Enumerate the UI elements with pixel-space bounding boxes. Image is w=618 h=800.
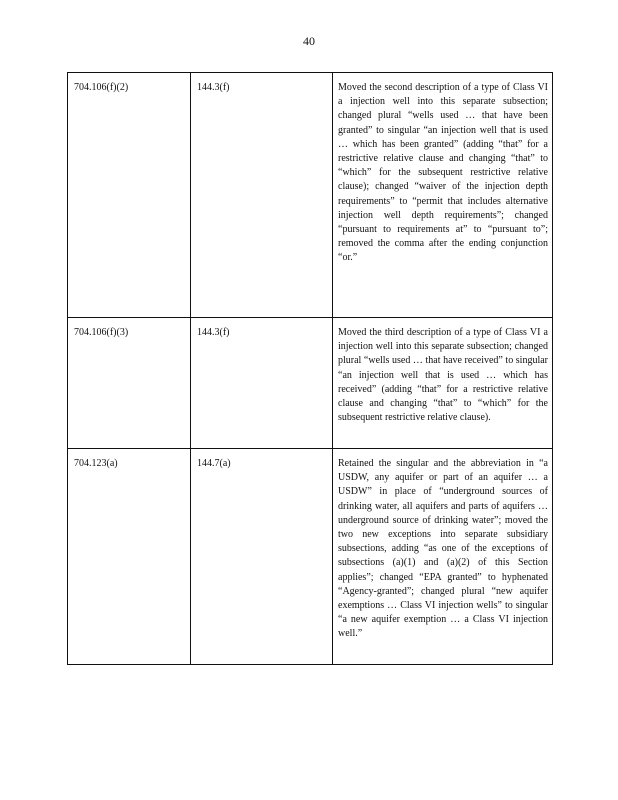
- cfr-cell: [191, 318, 333, 449]
- section-number: 704.106(f)(3): [74, 327, 129, 338]
- amendments-table: [67, 72, 553, 665]
- cfr-reference: 144.3(f): [197, 82, 230, 93]
- section-number: 704.106(f)(2): [74, 82, 129, 93]
- cfr-cell: [191, 449, 333, 665]
- cfr-reference: 144.7(a): [197, 458, 231, 469]
- page-number: 40: [303, 34, 315, 48]
- section-cell: [68, 73, 191, 318]
- section-number: 704.123(a): [74, 458, 118, 469]
- change-description: Moved the second description of a type of Class VI a injection well into this separate subsection; changed plural “wells used … that have been granted” to singular “an injection well that is used … which has been granted” (adding “that” for a restrictive relative clause and changing “that” to “which” for the subsequent restrictive relative clause); changed “waiver of the injection depth requirements” to “permit that includes alternative injection well depth requirements”; changed “pursuant to requirements at” to “pursuant to”; removed the comma after the ending conjunction “or.”: [338, 82, 548, 264]
- cfr-reference: 144.3(f): [197, 327, 230, 338]
- change-description: Retained the singular and the abbreviation in “a USDW, any aquifer or part of an aquifer … a USDW” in place of “underground sources of drinking water, all aquifers and parts of aquifers … underground source of drinking water”; moved the two new exceptions into separate subsidiary subsections, adding “as one of the exceptions of subsections (a)(1) and (a)(2) of this Section applies”; changed “EPA granted” to hyphenated “Agency-granted”; changed plural “new aquifer exemptions … Class VI injection wells” to singular “a new aquifer exemption … a Class VI injection well.”: [338, 458, 548, 640]
- table-row: [68, 318, 553, 449]
- cfr-cell: [191, 73, 333, 318]
- section-cell: [68, 449, 191, 665]
- section-cell: [68, 318, 191, 449]
- table-row: [68, 73, 553, 318]
- table-row: [68, 449, 553, 665]
- description-cell: [333, 73, 553, 318]
- change-description: Moved the third description of a type of Class VI a injection well into this separate subsection; changed plural “wells used … that have received” to singular “an injection well that is used … which has received” (adding “that” for a restrictive relative clause and changing “that” to “which” for the subsequent restrictive relative clause).: [338, 327, 548, 424]
- description-cell: [333, 449, 553, 665]
- description-cell: [333, 318, 553, 449]
